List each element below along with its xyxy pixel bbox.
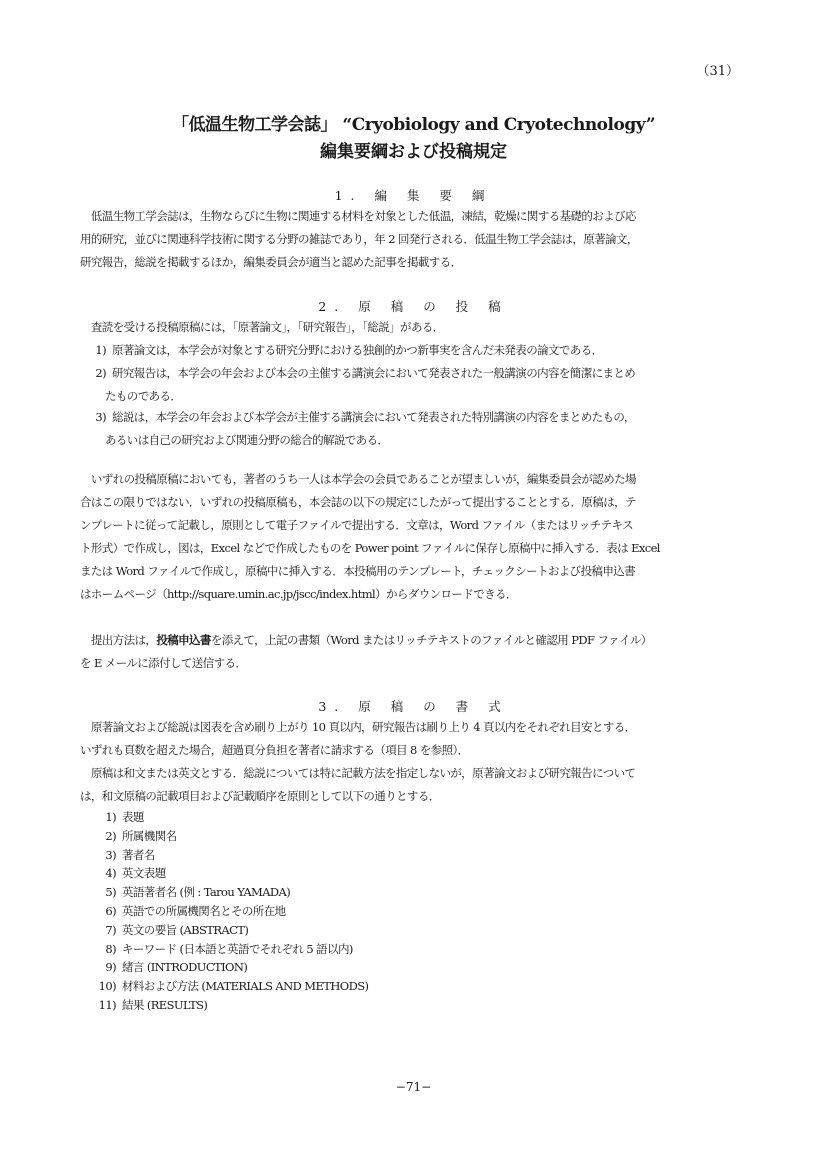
text-line: 研究報告，総説を掲載するほか，編集委員会が適当と認めた記事を掲載する． <box>80 255 462 269</box>
page-number-top: （31） <box>696 64 739 79</box>
section2-paragraph <box>80 468 748 606</box>
item-number: 8) <box>105 941 116 956</box>
item-text: 総説は，本学会の年会および本学会が主催する講演会において発表された特別講演の内容をまとめたもの， <box>112 410 635 424</box>
list-item <box>92 808 692 827</box>
text-line: 合はこの限りではない．いずれの投稿原稿も，本会誌の以下の規定にしたがって提出することとする．原稿は，テ <box>80 495 636 509</box>
list-item <box>92 864 692 883</box>
text-line: 用的研究，並びに関連科学技術に関する分野の雑誌であり，年 2 回発行される．低温生物工学会誌は，原著論文， <box>80 232 638 246</box>
item-text: 所属機関名 <box>122 828 177 843</box>
list-item <box>80 362 748 385</box>
item-continuation: あるいは自己の研究および関連分野の総合的解説である． <box>105 433 389 447</box>
item-text: 英語著者名 (例 : Tarou YAMADA) <box>122 885 291 900</box>
list-item <box>92 996 692 1015</box>
item-text: 著者名 <box>122 847 155 862</box>
text-line: は，和文原稿の記載項目および記載順序を原則として以下の通りとする． <box>80 789 440 803</box>
item-text: 原著論文は，本学会が対象とする研究分野における独創的かつ新事実を含んだ未発表の論文である． <box>112 343 603 357</box>
list-item <box>92 921 692 940</box>
submission-paragraph <box>80 629 748 675</box>
item-text: 緒言 (INTRODUCTION) <box>122 960 248 975</box>
page-title: 「低温生物工学会誌」 “Cryobiology and Cryotechnology” <box>172 115 655 135</box>
item-text: 英文の要旨 (ABSTRACT) <box>122 922 249 937</box>
bold-term: 投稿申込書 <box>156 633 211 647</box>
item-continuation: たものである． <box>105 389 182 403</box>
item-number: 10) <box>98 979 116 994</box>
item-number: 5) <box>105 885 116 900</box>
item-number: 9) <box>105 960 116 975</box>
text-line: ト形式）で作成し，図は，Excel などで作成したものを Power point ファイルに保存し原稿中に挿入する．表は Excel <box>80 541 660 555</box>
item-number: 1) <box>95 343 106 357</box>
text-line: を E メールに添付して送信する． <box>80 656 247 670</box>
item-number: 11) <box>98 997 116 1012</box>
text-span: 提出方法は， <box>80 633 157 647</box>
item-number: 7) <box>105 922 116 937</box>
item-number: 3) <box>95 410 106 424</box>
item-number: 2) <box>95 366 106 380</box>
list-item <box>92 902 692 921</box>
section2-intro: 査読を受ける投稿原稿には，「原著論文」，「研究報告」，「総説」がある． <box>80 320 444 334</box>
item-text: キーワード (日本語と英語でそれぞれ 5 語以内) <box>122 941 353 956</box>
section-heading-3: 3. 原 稿 の 書 式 <box>318 699 509 714</box>
page-subtitle: 編集要綱および投稿規定 <box>320 142 507 162</box>
section-heading-1: 1. 編 集 要 綱 <box>334 188 493 203</box>
item-number: 4) <box>105 866 116 881</box>
text-span: を添えて，上記の書類（Word またはリッチテキストのファイルと確認用 PDF ファイル） <box>210 633 652 647</box>
text-line <box>80 629 748 652</box>
text-line: 低温生物工学会誌は，生物ならびに生物に関連する材料を対象とした低温，凍結，乾燥に関する基礎的および応 <box>80 209 636 223</box>
item-number: 3) <box>105 847 116 862</box>
section1-paragraph <box>80 205 748 274</box>
item-text: 英文表題 <box>122 866 166 881</box>
item-text: 結果 (RESULTS) <box>122 997 208 1012</box>
section3-paragraph <box>80 716 748 808</box>
list-item <box>92 958 692 977</box>
text-line: いずれも頁数を超えた場合，超過頁分負担を著者に請求する（項目 8 を参照）． <box>80 743 469 757</box>
section-heading-2: 2. 原 稿 の 投 稿 <box>318 299 509 314</box>
list-item <box>92 977 692 996</box>
item-number: 6) <box>105 903 116 918</box>
list-item <box>80 339 748 362</box>
list-item <box>92 940 692 959</box>
item-number: 2) <box>105 828 116 843</box>
item-text: 研究報告は，本学会の年会および本会の主催する講演会において発表された一般講演の内容を簡潔にまとめ <box>112 366 636 380</box>
text-line: 原稿は和文または英文とする．総説については特に記載方法を指定しないが，原著論文および研究報告について <box>80 766 636 780</box>
list-item <box>92 846 692 865</box>
list-item <box>92 883 692 902</box>
text-line: いずれの投稿原稿においても，著者のうち一人は本学会の会員であることが望ましいが，編集委員会が認めた場 <box>80 472 636 486</box>
text-line: はホームページ（http://square.umin.ac.jp/jscc/index.html）からダウンロードできる． <box>80 587 517 601</box>
list-item <box>92 827 692 846</box>
item-number: 1) <box>105 810 116 824</box>
list-item <box>80 406 748 429</box>
text-line: または Word ファイルで作成し，原稿中に挿入する．本投稿用のテンプレート，チェックシートおよび投稿申込書 <box>80 564 636 578</box>
item-text: 材料および方法 (MATERIALS AND METHODS) <box>122 979 369 994</box>
text-line: 原著論文および総説は図表を含め刷り上がり 10 頁以内，研究報告は刷り上り 4 頁以内をそれぞれ目安とする． <box>80 720 636 734</box>
item-text: 英語での所属機関名とその所在地 <box>122 903 286 918</box>
text-line: ンプレートに従って記載し，原則として電子ファイルで提出する．文章は，Word ファイル（またはリッチテキス <box>80 518 634 532</box>
page-number-bottom: −71− <box>395 1080 432 1094</box>
item-text: 表題 <box>122 810 144 824</box>
manuscript-items-list <box>92 808 692 1015</box>
